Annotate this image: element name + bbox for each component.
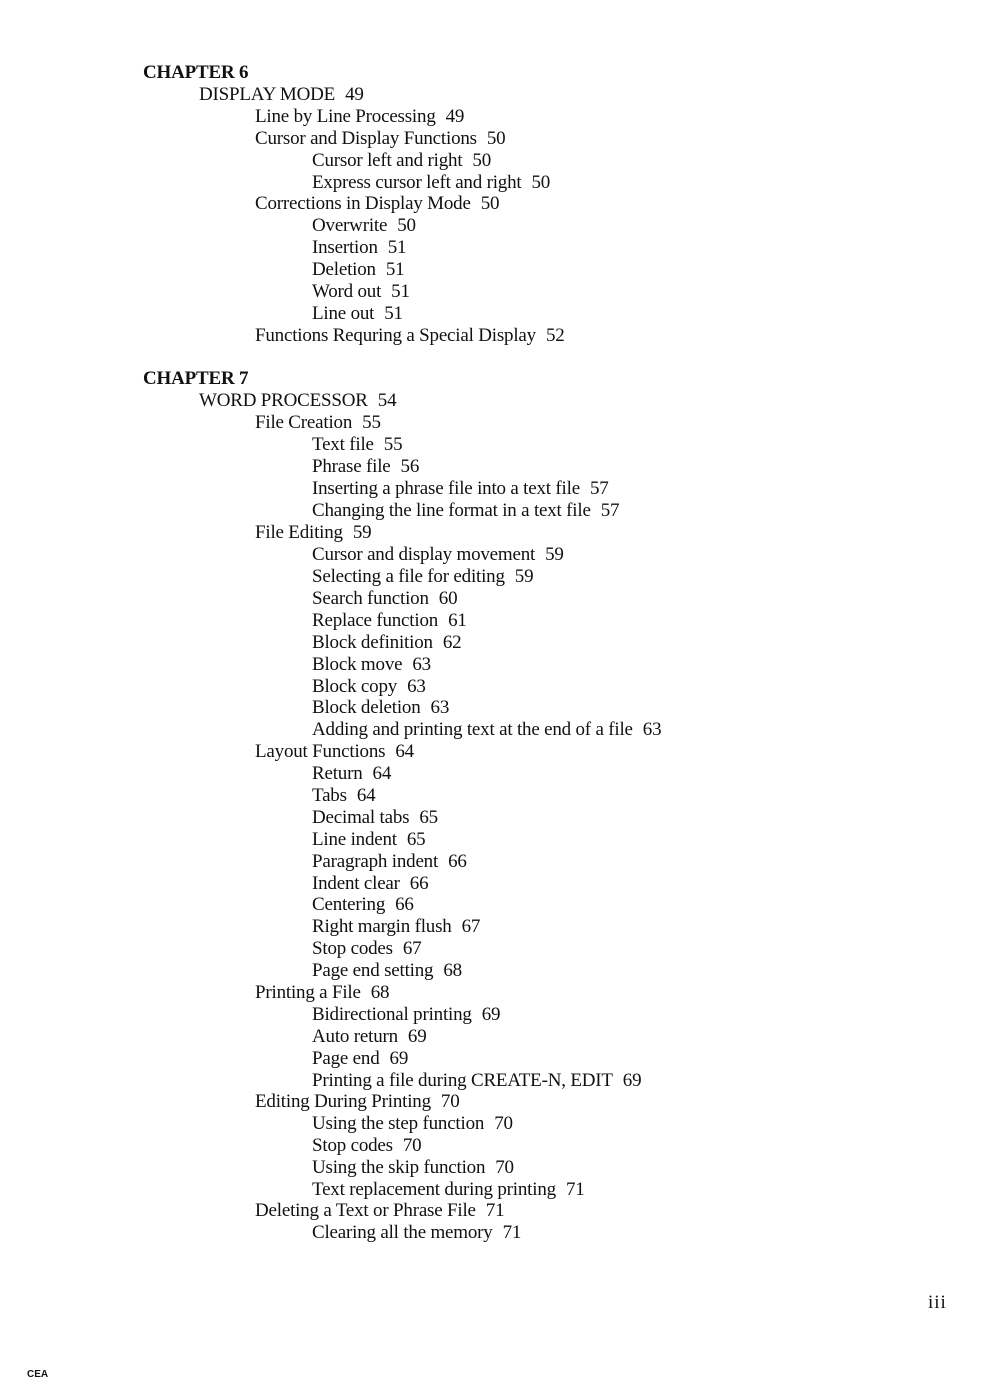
chapter-heading: CHAPTER 6 — [143, 62, 249, 83]
toc-topic: Tabs 64 — [312, 785, 376, 806]
toc-topic: Overwrite 50 — [312, 215, 416, 236]
toc-topic: Centering 66 — [312, 894, 414, 915]
toc-topic: Word out 51 — [312, 281, 410, 302]
toc-topic: Phrase file 56 — [312, 456, 420, 477]
toc-subsection: Line by Line Processing 49 — [255, 106, 465, 127]
toc-topic: Adding and printing text at the end of a file 63 — [312, 719, 662, 740]
toc-topic: Insertion 51 — [312, 237, 407, 258]
toc-topic: Block definition 62 — [312, 632, 462, 653]
toc-topic: Indent clear 66 — [312, 873, 429, 894]
toc-topic: Search function 60 — [312, 588, 458, 609]
document-code: CEA — [27, 1369, 49, 1380]
toc-topic: Text file 55 — [312, 434, 403, 455]
toc-section: DISPLAY MODE 49 — [199, 84, 364, 105]
toc-topic: Express cursor left and right 50 — [312, 172, 551, 193]
toc-subsection: Editing During Printing 70 — [255, 1091, 460, 1112]
toc-topic: Changing the line format in a text file 57 — [312, 500, 620, 521]
toc-topic: Selecting a file for editing 59 — [312, 566, 534, 587]
toc-subsection: Deleting a Text or Phrase File 71 — [255, 1200, 505, 1221]
page-number: iii — [928, 1292, 947, 1313]
toc-subsection: File Creation 55 — [255, 412, 381, 433]
toc-topic: Page end 69 — [312, 1048, 409, 1069]
toc-topic: Cursor and display movement 59 — [312, 544, 564, 565]
toc-topic: Auto return 69 — [312, 1026, 427, 1047]
toc-topic: Line indent 65 — [312, 829, 426, 850]
toc-subsection: Cursor and Display Functions 50 — [255, 128, 506, 149]
toc-subsection: File Editing 59 — [255, 522, 372, 543]
toc-section: WORD PROCESSOR 54 — [199, 390, 397, 411]
toc-topic: Right margin flush 67 — [312, 916, 481, 937]
toc-topic: Printing a file during CREATE-N, EDIT 69 — [312, 1070, 642, 1091]
toc-topic: Paragraph indent 66 — [312, 851, 467, 872]
toc-subsection: Functions Requring a Special Display 52 — [255, 325, 565, 346]
toc-topic: Return 64 — [312, 763, 392, 784]
toc-subsection: Corrections in Display Mode 50 — [255, 193, 500, 214]
toc-topic: Block copy 63 — [312, 676, 426, 697]
toc-topic: Cursor left and right 50 — [312, 150, 492, 171]
toc-subsection: Printing a File 68 — [255, 982, 390, 1003]
toc-topic: Line out 51 — [312, 303, 403, 324]
toc-topic: Replace function 61 — [312, 610, 467, 631]
toc-topic: Bidirectional printing 69 — [312, 1004, 501, 1025]
toc-topic: Block move 63 — [312, 654, 431, 675]
toc-topic: Stop codes 67 — [312, 938, 422, 959]
toc-topic: Inserting a phrase file into a text file 57 — [312, 478, 609, 499]
toc-topic: Decimal tabs 65 — [312, 807, 438, 828]
toc-topic: Deletion 51 — [312, 259, 405, 280]
toc-topic: Using the skip function 70 — [312, 1157, 514, 1178]
toc-topic: Page end setting 68 — [312, 960, 462, 981]
toc-topic: Text replacement during printing 71 — [312, 1179, 585, 1200]
toc-topic: Stop codes 70 — [312, 1135, 422, 1156]
chapter-heading: CHAPTER 7 — [143, 368, 249, 389]
toc-subsection: Layout Functions 64 — [255, 741, 414, 762]
toc-topic: Using the step function 70 — [312, 1113, 513, 1134]
toc-topic: Clearing all the memory 71 — [312, 1222, 522, 1243]
toc-topic: Block deletion 63 — [312, 697, 450, 718]
